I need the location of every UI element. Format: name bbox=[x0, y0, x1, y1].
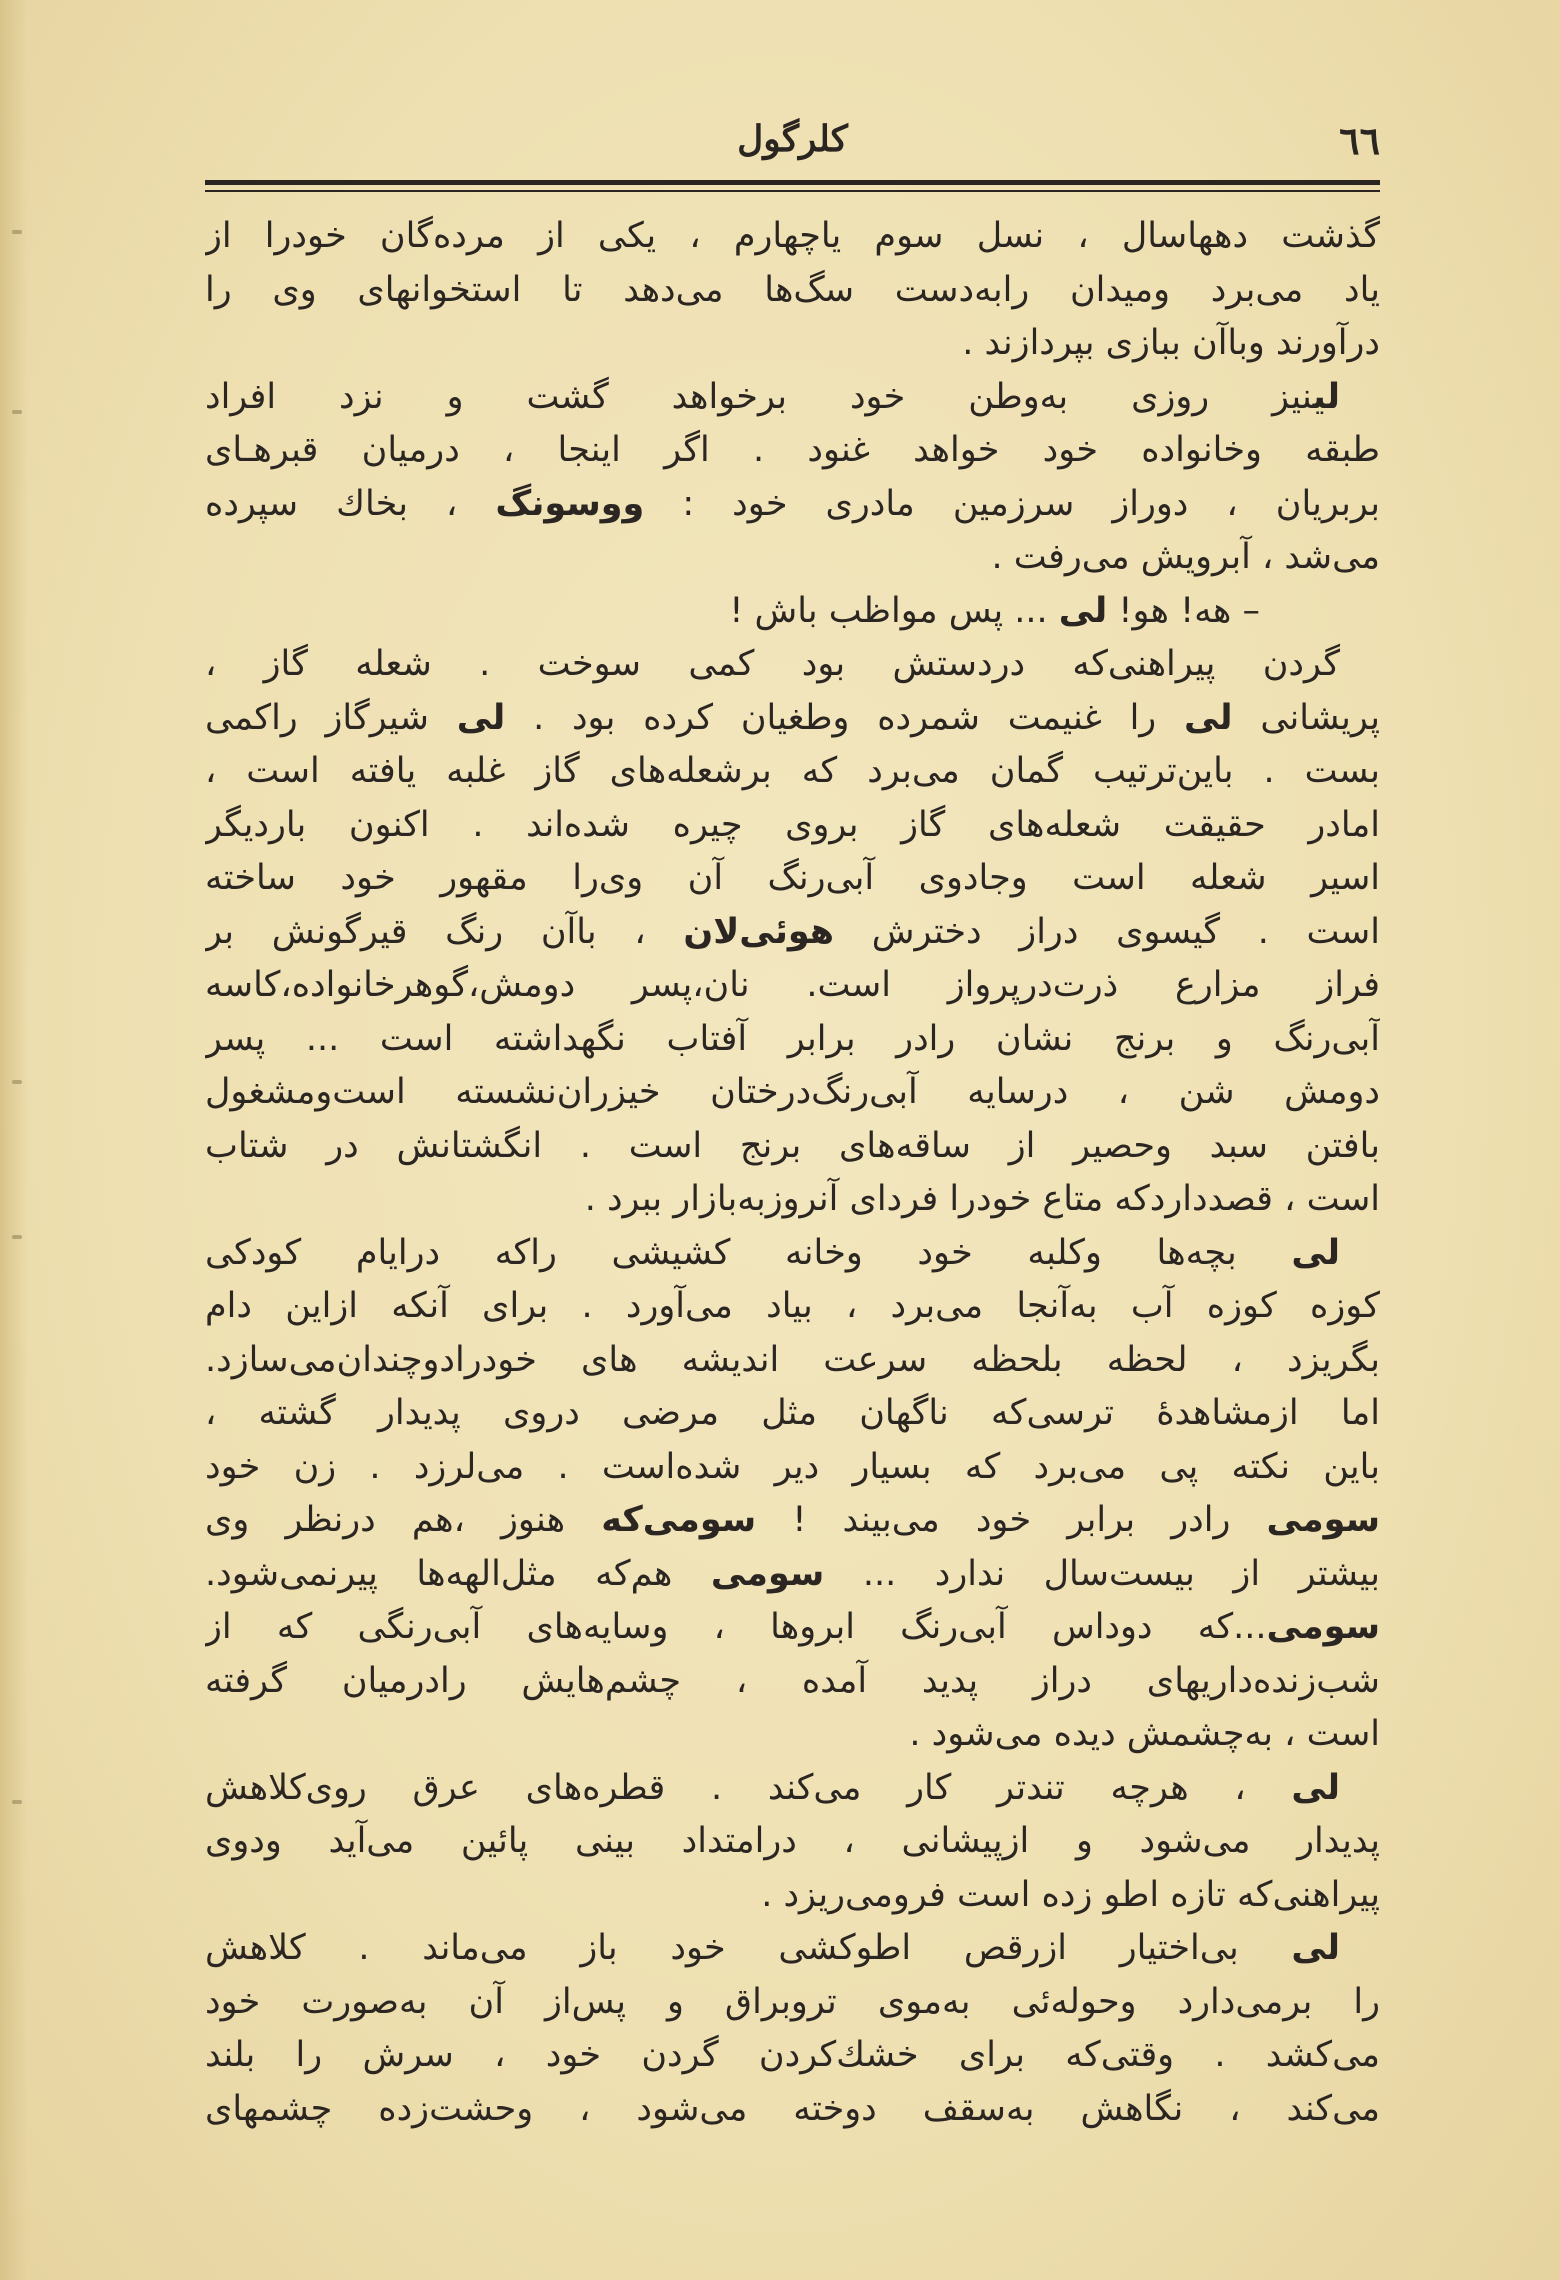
text-line: می‌شد ، آبرویش می‌رفت . bbox=[991, 537, 1380, 577]
text-line: لی بی‌اختیار ازرقص اطوکشی خود باز می‌ماند . کلاهش bbox=[205, 1928, 1340, 1968]
text-line: اسیر شعله است وجادوی آبی‌رنگ آن وی‌را مقهور خود ساخته bbox=[205, 858, 1380, 898]
text-line: فراز مزارع ذرت‌درپرواز است. نان،پسر دومش،گوهرخانواده،کاسه bbox=[205, 965, 1380, 1005]
text-line: را برمی‌دارد وحوله‌ئی به‌موی تروبراق و پس‌از آن به‌صورت خود bbox=[205, 1981, 1380, 2022]
name-sumi: سو‌می bbox=[710, 1553, 825, 1594]
text-line: می‌کشد . وقتی‌که برای خشك‌کردن گردن خود ، سرش را بلند bbox=[205, 2035, 1380, 2075]
page-number: ٦٦ bbox=[1339, 118, 1380, 163]
text-line: سو‌می رادر برابر خود می‌بیند ! سو‌می‌که هنوز ،هم درنظر وی bbox=[205, 1500, 1380, 1540]
name-li: لی bbox=[1312, 376, 1340, 417]
text-line: پریشانی لی را غنیمت شمرده وطغیان کرده بود . لی شیرگاز راکمی bbox=[205, 697, 1380, 738]
paper-speck bbox=[12, 1800, 22, 1804]
text-line: بگریزد ، لحظه بلحظه سرعت اندیشه های خودرادوچندان‌می‌سازد. bbox=[205, 1339, 1380, 1380]
text-line: درآورند وباآن ببازی بپردازند . bbox=[962, 323, 1380, 363]
name-woosong: ووسونگ bbox=[495, 483, 645, 524]
text-line: شب‌زنده‌داریهای دراز پدید آمده ، چشم‌هایش رادرمیان گرفته bbox=[205, 1660, 1380, 1701]
text-line: گردن پیراهنی‌که دردستش بود کمی سوخت . شعله گاز ، bbox=[205, 644, 1340, 684]
text-line: لی ، هرچه تندتر کار می‌کند . قطره‌های عرق روی‌کلاهش bbox=[205, 1767, 1340, 1808]
paper-speck bbox=[12, 410, 22, 414]
text-line: دومش شن ، درسایه آبی‌رنگ‌درختان خیزران‌نشسته است‌ومشغول bbox=[205, 1072, 1380, 1112]
name-sumi-ke: سو‌می‌که bbox=[601, 1500, 757, 1540]
text-line: بربریان ، دوراز سرزمین مادری خود : ووسونگ ، بخاك سپرده bbox=[205, 483, 1380, 524]
text-line: است . گیسوی دراز دخترش هوئی‌لان ، باآن رنگ قیرگونش بر bbox=[205, 911, 1380, 952]
text-line: کوزه کوزه آب به‌آنجا می‌برد ، بیاد می‌آورد . برای آنکه ازاین دام bbox=[205, 1286, 1380, 1326]
text-line: یاد می‌برد ومیدان رابه‌دست سگ‌ها می‌دهد تا استخوانهای وی را bbox=[205, 269, 1380, 310]
text-line: پدیدار می‌شود و ازپیشانی ، درامتداد بینی پائین می‌آید ودوی bbox=[205, 1821, 1380, 1861]
text-line: امادر حقیقت شعله‌های گاز بروی چیره شده‌اند . اکنون باردیگر bbox=[205, 804, 1380, 845]
text-line: می‌کند ، نگاهش به‌سقف دوخته می‌شود ، وحشت‌زده چشمهای bbox=[205, 2088, 1380, 2129]
text-line: باین نکته پی می‌برد که بسیار دیر شده‌است . می‌لرزد . زن خود bbox=[205, 1446, 1380, 1487]
text-line: گذشت دهها‌سال ، نسل سوم یاچهارم ، یکی از مرده‌گان خودرا از bbox=[205, 216, 1380, 256]
name-li: لی bbox=[1291, 1767, 1340, 1808]
paper-speck bbox=[12, 1235, 22, 1239]
text-line: لینیز روزی به‌وطن خود برخواهد گشت و نزد افراد bbox=[205, 376, 1340, 417]
text-line: بست . باین‌ترتیب گمان می‌برد که برشعله‌های گاز غلبه یافته است ، bbox=[205, 751, 1380, 791]
text-line: است ، به‌چشمش دیده می‌شود . bbox=[909, 1714, 1380, 1754]
running-title: کلرگول bbox=[737, 118, 848, 160]
page-header bbox=[205, 118, 1380, 178]
header-rule-thick bbox=[205, 180, 1380, 185]
name-sumi: سو‌می bbox=[1266, 1500, 1380, 1540]
name-hui-lan: هوئی‌لان bbox=[683, 911, 835, 952]
text-line: بافتن سبد وحصیر از ساقه‌های برنج است . انگشتانش در شتاب bbox=[205, 1125, 1380, 1166]
name-li: لی bbox=[1291, 1232, 1340, 1273]
name-li: لی bbox=[1291, 1928, 1340, 1968]
paper-speck bbox=[12, 230, 22, 234]
page-edge-shadow bbox=[0, 0, 28, 2280]
header-rule-thin bbox=[205, 190, 1380, 192]
body-text bbox=[205, 210, 1380, 2220]
name-sumi: سو‌می bbox=[1266, 1607, 1380, 1647]
text-line: سو‌می...که دوداس آبی‌رنگ ابروها ، وسایه‌های آبی‌رنگی که از bbox=[205, 1607, 1380, 1647]
dialog-line: – هه! هو! لی ... پس مواظب باش ! bbox=[729, 590, 1260, 631]
text-line: لی بچه‌ها وکلبه خود وخانه کشیشی راکه درایام کودکی bbox=[205, 1232, 1340, 1273]
text-line: پیراهنی‌که تازه اطو زده است فرومی‌ریزد . bbox=[761, 1874, 1380, 1915]
name-li: لی bbox=[1184, 697, 1233, 738]
text-line: آبی‌رنگ و برنج نشان رادر برابر آفتاب نگهداشته است ... پسر bbox=[205, 1018, 1380, 1059]
text-line: است ، قصدداردکه متاع خودرا فردای آنروزبه‌بازار ببرد . bbox=[584, 1179, 1380, 1219]
text-line: اما ازمشاهدهٔ ترسی‌که ناگهان مثل مرضی دروی پدیدار گشته ، bbox=[205, 1393, 1380, 1433]
text-line: بیشتر از بیست‌سال ندارد ... سو‌می هم‌که مثل‌الهه‌ها پیرنمی‌شود. bbox=[205, 1553, 1380, 1594]
paper-speck bbox=[12, 1080, 22, 1084]
name-li: لی bbox=[1058, 590, 1108, 631]
text-line: طبقه وخانواده خود خواهد غنود . اگر اینجا ، درمیان قبرهـای bbox=[205, 430, 1380, 470]
name-li: لی bbox=[456, 697, 506, 738]
